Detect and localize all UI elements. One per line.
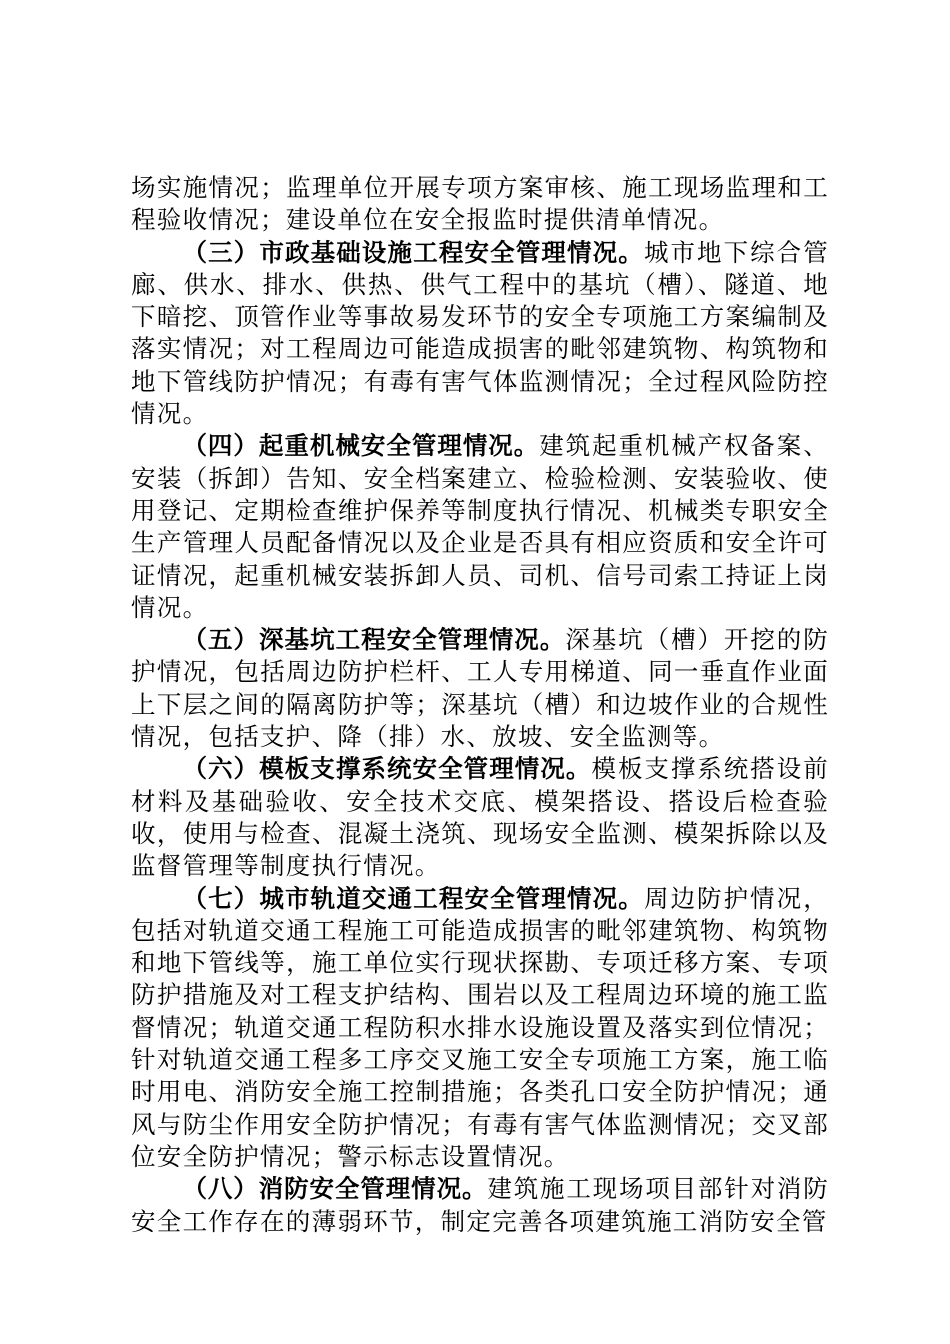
section-4-heading: （四）起重机械安全管理情况。 [182, 431, 540, 461]
section-7-paragraph [131, 883, 829, 1174]
section-7-heading: （七）城市轨道交通工程安全管理情况。 [182, 883, 644, 913]
section-4-body: 建筑起重机械产权备案、安装（拆卸）告知、安全档案建立、检验检测、安装验收、使用登记、定期检查维护保养等制度执行情况、机械类专职安全生产管理人员配备情况以及企业是否具有相应资质和安全许可证情况，起重机械安装拆卸人员、司机、信号司索工持证上岗情况。 [131, 431, 829, 622]
section-5-paragraph [131, 624, 829, 753]
section-8-body: 建筑施工现场项目部针对消防安全工作存在的薄弱环节，制定完善各项建筑施工消防安全管 [131, 1174, 829, 1236]
section-3-heading: （三）市政基础设施工程安全管理情况。 [182, 237, 644, 267]
section-3-paragraph [131, 237, 829, 431]
section-6-heading: （六）模板支撑系统安全管理情况。 [182, 754, 592, 784]
section-6-paragraph [131, 753, 829, 882]
section-3-body: 城市地下综合管廊、供水、排水、供热、供气工程中的基坑（槽）、隧道、地下暗挖、顶管作业等事故易发环节的安全专项施工方案编制及落实情况；对工程周边可能造成损害的毗邻建筑物、构筑物和地下管线防护情况；有毒有害气体监测情况；全过程风险防控情况。 [131, 237, 829, 429]
document-page [131, 172, 829, 1238]
section-5-body: 深基坑（槽）开挖的防护情况，包括周边防护栏杆、工人专用梯道、同一垂直作业面上下层之间的隔离防护等；深基坑（槽）和边坡作业的合规性情况，包括支护、降（排）水、放坡、安全监测等。 [131, 625, 830, 752]
section-5-heading: （五）深基坑工程安全管理情况。 [182, 625, 566, 655]
section-8-heading: （八）消防安全管理情况。 [182, 1174, 488, 1204]
continuation-paragraph: 场实施情况；监理单位开展专项方案审核、施工现场监理和工程验收情况；建设单位在安全报监时提供清单情况。 [131, 173, 829, 235]
section-8-paragraph [131, 1173, 829, 1238]
section-4-paragraph [131, 430, 829, 624]
section-7-body: 周边防护情况，包括对轨道交通工程施工可能造成损害的毗邻建筑物、构筑物和地下管线等，施工单位实行现状探勘、专项迁移方案、专项防护措施及对工程支护结构、围岩以及工程周边环境的施工监督情况；轨道交通工程防积水排水设施设置及落实到位情况；针对轨道交通工程多工序交叉施工安全专项施工方案，施工临时用电、消防安全施工控制措施；各类孔口安全防护情况；通风与防尘作用安全防护情况；有毒有害气体监测情况；交叉部位安全防护情况；警示标志设置情况。 [131, 883, 829, 1171]
section-6-body: 模板支撑系统搭设前材料及基础验收、安全技术交底、模架搭设、搭设后检查验收，使用与检查、混凝土浇筑、现场安全监测、模架拆除以及监督管理等制度执行情况。 [131, 754, 830, 881]
